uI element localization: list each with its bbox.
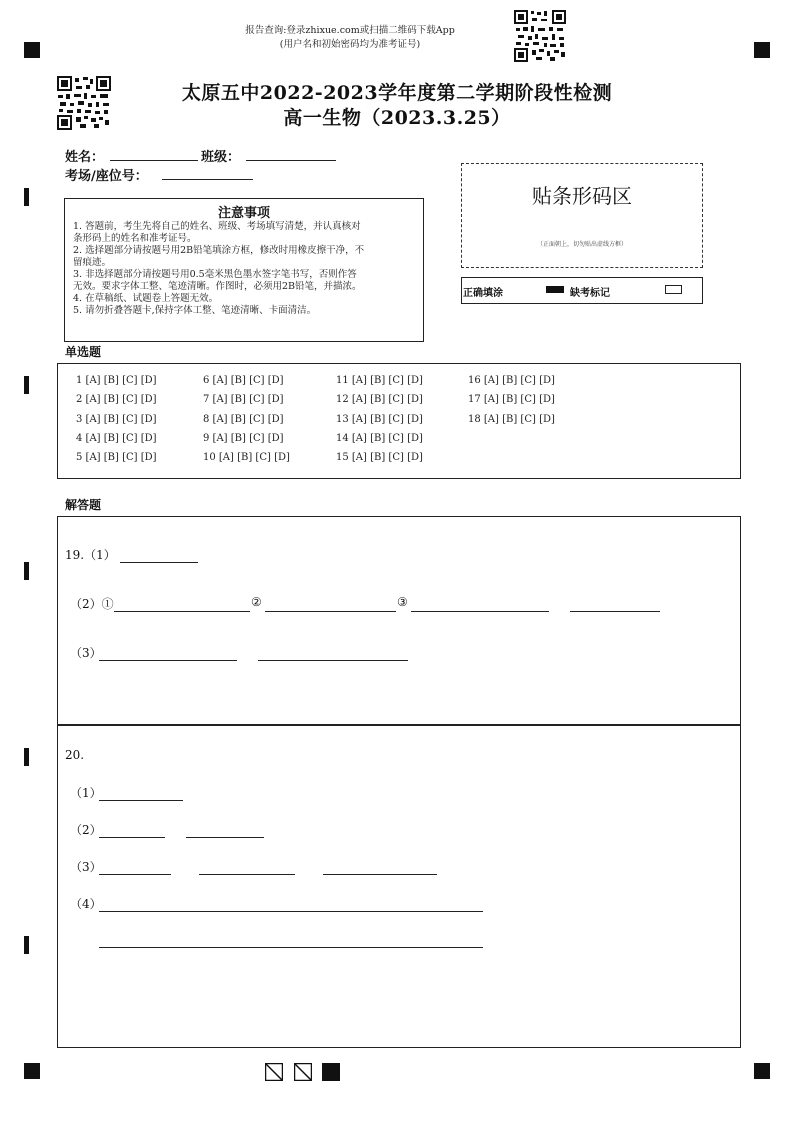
q20-part1-blank[interactable]	[99, 799, 183, 801]
notice-line: 5. 请勿折叠答题卡,保持字体工整、笔迹清晰、卡面清洁。	[73, 305, 317, 316]
app-qr-code	[514, 10, 566, 62]
answer-section-title: 解答题	[65, 498, 102, 512]
report-query-text	[200, 24, 500, 52]
q20-part3-label: （3）	[70, 860, 102, 874]
mc-question[interactable]: 1 [A] [B] [C] [D]	[76, 375, 157, 386]
side-mark	[24, 188, 29, 206]
page-marker-box-1	[265, 1063, 283, 1081]
q19-answer-box	[57, 516, 741, 726]
timing-mark-top-right	[754, 42, 770, 58]
timing-mark-bottom-left	[24, 1063, 40, 1079]
q19-part1-blank[interactable]	[120, 561, 198, 563]
side-mark	[24, 748, 29, 766]
mc-column-2	[203, 375, 290, 471]
mc-column-4	[468, 375, 555, 433]
mc-column-3	[336, 375, 423, 471]
q19-part3-blank-2[interactable]	[258, 659, 408, 661]
mc-section-title: 单选题	[65, 345, 102, 359]
q19-part2-blank-3[interactable]	[411, 610, 549, 612]
barcode-note: （正面朝上，切勿贴出虚线方框）	[536, 241, 627, 248]
mc-question[interactable]: 2 [A] [B] [C] [D]	[76, 394, 157, 406]
mc-question[interactable]: 14 [A] [B] [C] [D]	[336, 432, 423, 444]
mc-question[interactable]: 6 [A] [B] [C] [D]	[203, 375, 284, 386]
notice-title: 注意事项	[217, 206, 270, 221]
notice-line: 无效。要求字体工整、笔迹清晰。作图时，必须用2B铅笔，并描浓。	[73, 281, 362, 292]
q19-part2-circle-2: ②	[251, 595, 262, 609]
mc-question[interactable]: 9 [A] [B] [C] [D]	[203, 432, 284, 444]
mc-question[interactable]: 8 [A] [B] [C] [D]	[203, 413, 284, 425]
q19-part3-blank-1[interactable]	[99, 659, 237, 661]
q20-part3-blank-3[interactable]	[323, 873, 437, 875]
side-mark	[24, 376, 29, 394]
mc-question[interactable]: 18 [A] [B] [C] [D]	[468, 413, 555, 425]
q20-part4-blank-1[interactable]	[99, 910, 483, 912]
name-label: 姓名：	[65, 150, 105, 165]
q20-number: 20.	[65, 748, 85, 762]
notice-line: 留痕迹。	[73, 257, 112, 268]
correct-fill-label: 正确填涂	[463, 288, 503, 299]
q19-part2-circle-3: ③	[397, 595, 408, 609]
fill-legend	[461, 277, 703, 304]
q20-part2-blank-1[interactable]	[99, 836, 165, 838]
q20-part1-label: （1）	[70, 786, 102, 800]
report-line-2: (用户名和初始密码均为准考证号)	[279, 39, 421, 50]
exam-title: 太原五中2022-2023学年度第二学期阶段性检测	[181, 82, 613, 104]
q20-answer-box	[57, 724, 741, 1048]
notice-line: 条形码上的姓名和准考证号。	[73, 233, 197, 244]
seat-field[interactable]	[162, 165, 253, 180]
exam-subtitle: 高一生物（2023.3.25）	[283, 107, 511, 129]
notice-line: 3. 非选择题部分请按题号用0.5毫米黑色墨水签字笔书写，否则作答	[73, 269, 357, 280]
absent-mark-label: 缺考标记	[570, 288, 610, 299]
q20-part4-blank-2[interactable]	[99, 946, 483, 948]
correct-fill-sample	[546, 286, 564, 293]
q20-part2-label: （2）	[70, 823, 102, 837]
q20-part3-blank-1[interactable]	[99, 873, 171, 875]
notice-line: 4. 在草稿纸、试题卷上答题无效。	[73, 293, 219, 304]
timing-mark-top-left	[24, 42, 40, 58]
mc-question[interactable]: 17 [A] [B] [C] [D]	[468, 394, 555, 406]
q19-part2-label: （2）①	[70, 597, 114, 611]
q19-part3-label: （3）	[70, 646, 102, 660]
mc-question[interactable]: 4 [A] [B] [C] [D]	[76, 432, 157, 444]
absent-mark-box[interactable]	[665, 285, 682, 294]
mc-question[interactable]: 12 [A] [B] [C] [D]	[336, 394, 423, 406]
mc-question[interactable]: 16 [A] [B] [C] [D]	[468, 375, 555, 386]
notice-line: 2. 选择题部分请按题号用2B铅笔填涂方框，修改时用橡皮擦干净，不	[73, 245, 365, 256]
side-mark	[24, 936, 29, 954]
mc-question[interactable]: 15 [A] [B] [C] [D]	[336, 452, 423, 464]
notice-box	[64, 198, 424, 342]
mc-question[interactable]: 10 [A] [B] [C] [D]	[203, 452, 290, 464]
mc-question[interactable]: 7 [A] [B] [C] [D]	[203, 394, 284, 406]
q20-part2-blank-2[interactable]	[186, 836, 264, 838]
class-label: 班级：	[201, 150, 241, 165]
name-field[interactable]	[110, 146, 198, 161]
mc-column-1	[76, 375, 157, 471]
mc-question[interactable]: 11 [A] [B] [C] [D]	[336, 375, 423, 386]
side-mark	[24, 562, 29, 580]
barcode-area	[461, 163, 703, 268]
q19-part2-blank-4[interactable]	[570, 610, 660, 612]
page-marker-box-2	[294, 1063, 312, 1081]
q19-part2-blank-1[interactable]	[114, 610, 250, 612]
report-line-1: 报告查询:登录zhixue.com或扫描二维码下载App	[245, 25, 455, 36]
q20-part4-label: （4）	[70, 897, 102, 911]
seat-label: 考场/座位号：	[65, 169, 148, 184]
mc-question[interactable]: 5 [A] [B] [C] [D]	[76, 452, 157, 464]
timing-mark-bottom-right	[754, 1063, 770, 1079]
mc-question[interactable]: 13 [A] [B] [C] [D]	[336, 413, 423, 425]
barcode-title: 贴条形码区	[532, 184, 632, 208]
mc-question[interactable]: 3 [A] [B] [C] [D]	[76, 413, 157, 425]
page-marker-box-3	[322, 1063, 340, 1081]
notice-line: 1. 答题前，考生先将自己的姓名、班级、考场填写清楚，并认真核对	[73, 221, 361, 232]
class-field[interactable]	[246, 146, 336, 161]
q20-part3-blank-2[interactable]	[199, 873, 295, 875]
q19-part2-blank-2[interactable]	[265, 610, 396, 612]
q19-part1-label: 19.（1）	[65, 548, 116, 562]
